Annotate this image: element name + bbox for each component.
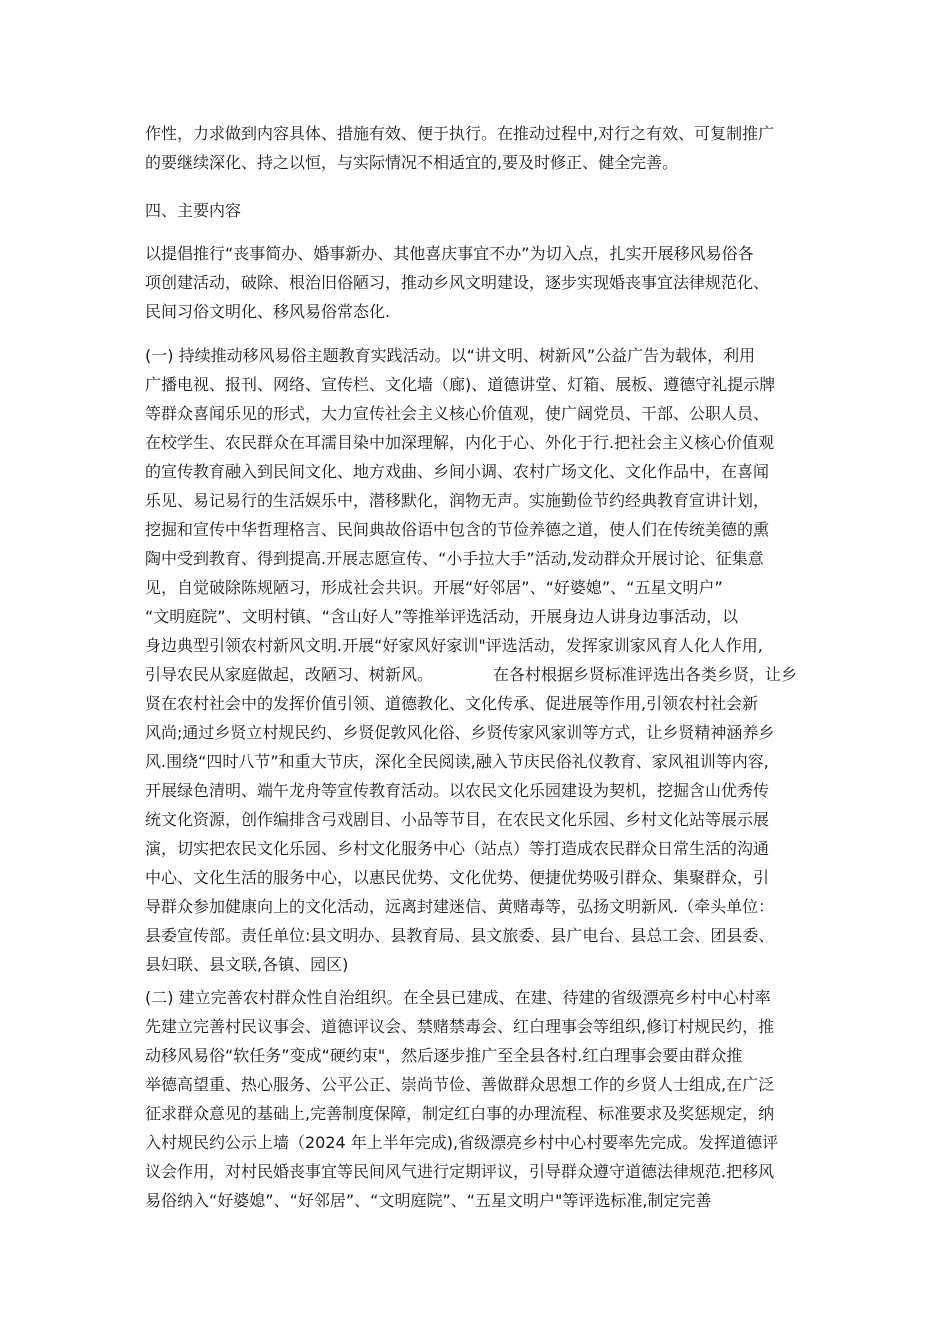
text-line: 先建立完善村民议事会、道德评议会、禁赌禁毒会、红白理事会等组织,修订村规民约，推 — [145, 1017, 775, 1036]
intro-paragraph — [145, 119, 810, 177]
text-line: 风.围绕“四时八节”和重大节庆，深化全民阅读,融入节庆民俗礼仪教育、家风祖训等内容, — [145, 752, 769, 771]
text-line: 身边典型引领农村新风文明.开展“好家风好家训"评选活动，发挥家训家风育人化人作用, — [145, 636, 763, 655]
text-fragment: 在各村根据乡贤标准评选出各类乡贤，让乡 — [493, 665, 798, 684]
text-line: 风尚;通过乡贤立村规民约、乡贤促敦风化俗、乡贤传家风家训等方式，让乡贤精神涵养乡 — [145, 723, 775, 742]
text-line: 中心、文化生活的服务中心，以惠民优势、文化优势、便捷优势吸引群众、集聚群众，引 — [145, 868, 770, 887]
text-line: 演，切实把农民文化乐园、乡村文化服务中心（站点）等打造成农民群众日常生活的沟通 — [145, 839, 770, 858]
text-line: 征求群众意见的基础上,完善制度保障，制定红白事的办理流程、标准要求及奖惩规定，纳 — [145, 1104, 775, 1123]
section-heading: 四、主要内容 — [145, 201, 242, 220]
text-line: 的要继续深化、持之以恒，与实际情况不相适宜的,要及时修正、健全完善。 — [145, 153, 679, 172]
text-line: 举德高望重、热心服务、公平公正、崇尚节俭、善做群众思想工作的乡贤人士组成,在广泛 — [145, 1075, 775, 1094]
text-line: 入村规民约公示上墙（2024 年上半年完成),省级漂亮乡村中心村要率先完成。发挥道德评 — [145, 1133, 779, 1152]
text-line: 项创建活动，破除、根治旧俗陋习，推动乡风文明建设，逐步实现婚丧事宜法律规范化、 — [145, 273, 770, 292]
text-line-split — [145, 660, 810, 689]
text-line: 动移风易俗“软任务”变成“硬约束"，然后逐步推广至全县各村.红白理事会要由群众推 — [145, 1046, 743, 1065]
text-line: 县委宣传部。责任单位:县文明办、县教育局、县文旅委、县广电台、县总工会、团县委、 — [145, 926, 775, 945]
text-line: 挖掘和宣传中华哲理格言、民间典故俗语中包含的节俭养德之道，使人们在传统美德的熏 — [145, 520, 770, 539]
text-line: 等群众喜闻乐见的形式，大力宣传社会主义核心价值观，使广阔党员、干部、公职人员、 — [145, 404, 770, 423]
text-line: 的宣传教育融入到民间文化、地方戏曲、乡间小调、农村广场文化、文化作品中，在喜闻 — [145, 462, 770, 481]
text-line: 见，自觉破除陈规陋习，形成社会共识。开展“好邻居”、“好婆媳”、“五星文明户” — [145, 578, 723, 597]
text-line: (二) 建立完善农村群众性自治组织。在全县已建成、在建、待建的省级漂亮乡村中心村率 — [145, 988, 771, 1007]
text-line: 开展绿色清明、端午龙舟等宣传教育活动。以农民文化乐园建设为契机，挖掘含山优秀传 — [145, 781, 770, 800]
text-line: 议会作用，对村民婚丧事宜等民间风气进行定期评议，引导群众遵守道德法律规范.把移风 — [145, 1162, 775, 1181]
text-line: 广播电视、报刊、网络、宣传栏、文化墙（廊)、道德讲堂、灯箱、展板、遵德守礼提示牌 — [145, 375, 776, 394]
text-line: 贤在农村社会中的发挥价值引领、道德教化、文化传承、促进展等作用,引领农村社会新 — [145, 694, 759, 713]
text-line: 作性，力求做到内容具体、措施有效、便于执行。在推动过程中,对行之有效、可复制推广 — [145, 124, 775, 143]
text-line: 导群众参加健康向上的文化活动，远离封建迷信、黄赌毒等，弘扬文明新风.（牵头单位： — [145, 897, 775, 916]
text-line: “文明庭院”、文明村镇、“含山好人”等推举评选活动，开展身边人讲身边事活动，以 — [145, 607, 739, 626]
text-line: 县妇联、县文联,各镇、园区) — [145, 955, 349, 974]
text-fragment: 引导农民从家庭做起，改陋习、树新风。 — [145, 665, 434, 684]
item-1-paragraph — [145, 341, 810, 979]
text-line: 易俗纳入“好婆媳”、“好邻居”、“文明庭院”、“五星文明户"等评选标准,制定完善 — [145, 1191, 712, 1210]
text-line: 以提倡推行“丧事简办、婚事新办、其他喜庆事宜不办”为切入点，扎实开展移风易俗各 — [145, 244, 754, 263]
text-line: 统文化资源，创作编排含弓戏剧目、小品等节目，在农民文化乐园、乡村文化站等展示展 — [145, 810, 770, 829]
section-intro-paragraph — [145, 239, 810, 326]
text-line: 乐见、易记易行的生活娱乐中，潜移默化，润物无声。实施勤俭节约经典教育宣讲计划， — [145, 491, 770, 510]
text-line: (一) 持续推动移风易俗主题教育实践活动。以“讲文明、树新风”公益广告为载体，利用 — [145, 346, 756, 365]
section-heading-block — [145, 196, 810, 225]
text-line: 民间习俗文明化、移风易俗常态化. — [145, 302, 391, 321]
text-line: 在校学生、农民群众在耳濡目染中加深理解，内化于心、外化于行.把社会主义核心价值观 — [145, 433, 775, 452]
text-line: 陶中受到教育、得到提高.开展志愿宣传、“小手拉大手”活动,发动群众开展讨论、征集意 — [145, 549, 764, 568]
item-2-paragraph — [145, 983, 810, 1215]
